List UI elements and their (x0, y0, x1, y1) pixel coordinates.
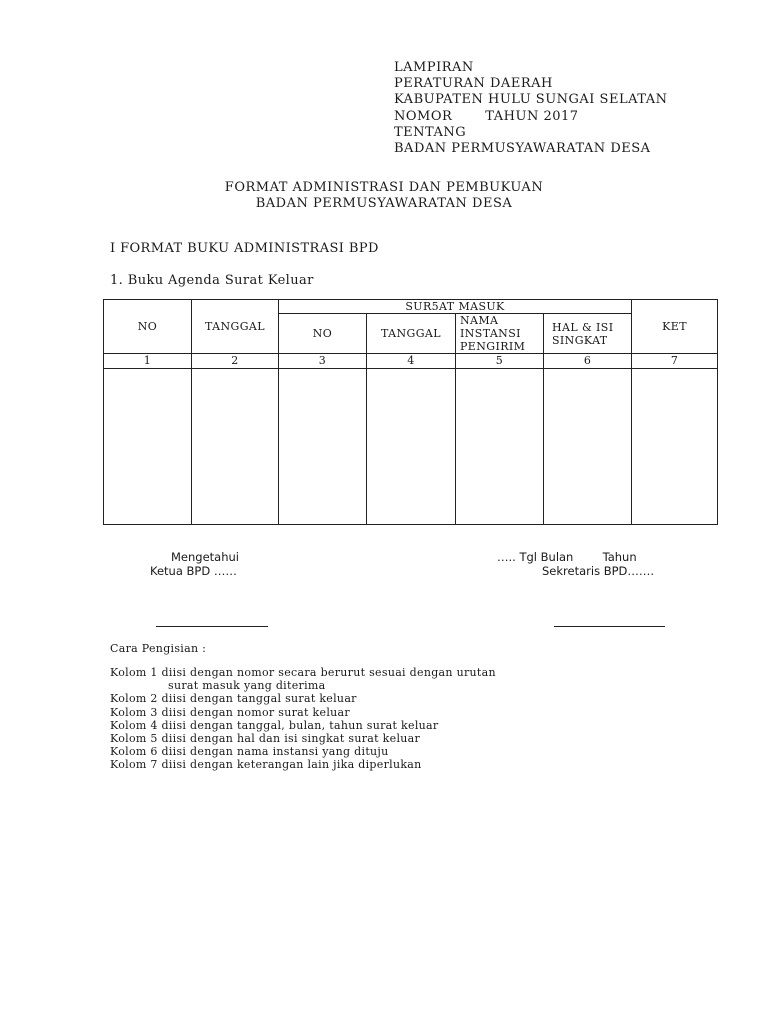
table-header-group: SUR5AT MASUK (279, 300, 632, 314)
section-heading: I FORMAT BUKU ADMINISTRASI BPD (110, 241, 379, 256)
nama-line1: NAMA (460, 314, 499, 327)
header-kabupaten: KABUPATEN HULU SUNGAI SELATAN (394, 92, 668, 108)
table-subheader-no: NO (279, 314, 367, 354)
agenda-table (103, 299, 718, 525)
table-header-ket: KET (632, 300, 718, 354)
list-item: Kolom 7 diisi dengan keterangan lain jika diperlukan (110, 758, 422, 772)
table-cell (544, 369, 632, 525)
sign-ketua-bpd: Ketua BPD …… (150, 564, 237, 578)
column-number: 6 (544, 354, 632, 369)
list-item: Kolom 4 diisi dengan tanggal, bulan, tahun surat keluar (110, 718, 439, 732)
list-item: Kolom 1 diisi dengan nomor secara berurut sesuai dengan urutan (110, 666, 496, 679)
header-lampiran: LAMPIRAN (394, 60, 474, 75)
table-cell (367, 369, 456, 525)
document-title-line1: FORMAT ADMINISTRASI DAN PEMBUKUAN (224, 180, 544, 195)
subsection-heading: 1. Buku Agenda Surat Keluar (110, 273, 314, 288)
nama-line3: PENGIRIM (460, 340, 526, 353)
hal-line1: HAL & ISI (552, 320, 614, 334)
table-header-tanggal: TANGGAL (192, 300, 279, 354)
header-peraturan: PERATURAN DAERAH (394, 76, 553, 92)
column-number: 4 (367, 354, 456, 369)
sign-sekretaris: Sekretaris BPD……. (542, 564, 655, 578)
column-number: 2 (192, 354, 279, 369)
sign-date: ….. Tgl Bulan Tahun (497, 550, 637, 564)
signature-line-left (156, 626, 268, 627)
column-number: 7 (632, 354, 718, 369)
table-subheader-tanggal: TANGGAL (367, 314, 456, 354)
table-cell (632, 369, 718, 525)
table-subheader-nama-instansi (456, 314, 544, 354)
nama-line2: INSTANSI (460, 327, 521, 340)
table-subheader-hal-isi (544, 314, 632, 354)
table-cell (279, 369, 367, 525)
header-nomor-row (394, 109, 668, 125)
lampiran-header (394, 60, 668, 157)
list-item: Kolom 3 diisi dengan nomor surat keluar (110, 705, 350, 719)
column-number: 5 (456, 354, 544, 369)
sign-mengetahui: Mengetahui (171, 550, 239, 564)
notes-heading: Cara Pengisian : (110, 642, 207, 655)
list-item: Kolom 5 diisi dengan hal dan isi singkat surat keluar (110, 732, 421, 746)
document-title-line2: BADAN PERMUSYAWARATAN DESA (255, 196, 513, 211)
column-number: 1 (104, 354, 192, 369)
header-tahun: TAHUN 2017 (485, 108, 579, 124)
table-cell (104, 369, 192, 525)
notes-list (110, 666, 496, 772)
list-item: Kolom 6 diisi dengan nama instansi yang dituju (110, 745, 389, 759)
signature-line-right (554, 626, 665, 627)
header-tentang: TENTANG (394, 124, 467, 140)
list-item: Kolom 2 diisi dengan tanggal surat keluar (110, 692, 357, 706)
header-nomor: NOMOR (394, 108, 453, 124)
header-badan: BADAN PERMUSYAWARATAN DESA (394, 141, 651, 157)
table-cell (456, 369, 544, 525)
table-header-no: NO (104, 300, 192, 354)
table-cell (192, 369, 279, 525)
hal-line2: SINGKAT (552, 333, 608, 347)
column-number: 3 (279, 354, 367, 369)
list-item: surat masuk yang diterima (168, 679, 326, 693)
table-row (104, 369, 718, 525)
